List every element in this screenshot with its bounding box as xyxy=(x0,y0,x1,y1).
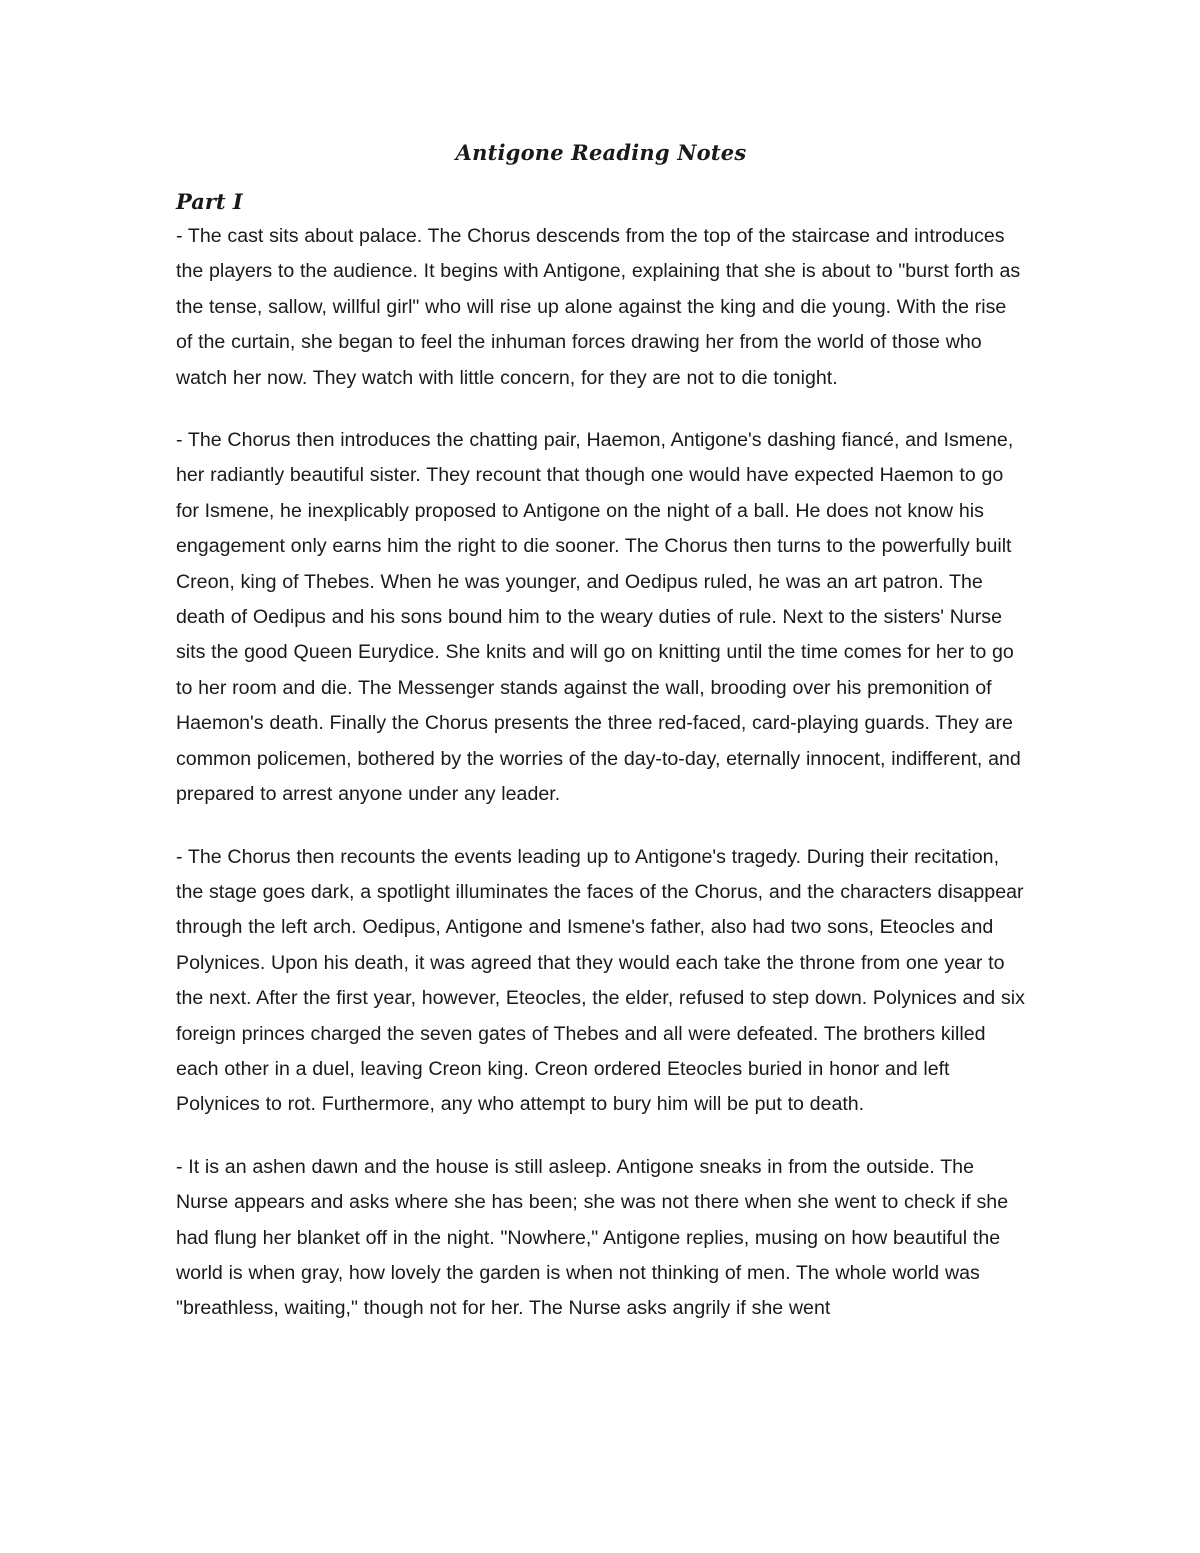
section-heading: Part I xyxy=(176,189,243,214)
paragraph-1: - The cast sits about palace. The Chorus descends from the top of the staircase and introduces the players to the audience. It begins with Antigone, explaining that she is about to "burst forth as the tense, sallow, willful girl" who will rise up alone against the king and die young. With the rise of the curtain, she began to feel the inhuman forces drawing her from the world of those who watch her now. They watch with little concern, for they are not to die tonight. xyxy=(176,225,1021,389)
paragraph-2: - The Chorus then introduces the chatting pair, Haemon, Antigone's dashing fiancé, and Ismene, her radiantly beautiful sister. They recount that though one would have expected Haemon to go for Ismene, he inexplicably proposed to Antigone on the night of a ball. He does not know his engagement only earns him the right to die sooner. The Chorus then turns to the powerfully built Creon, king of Thebes. When he was younger, and Oedipus ruled, he was an art patron. The death of Oedipus and his sons bound him to the weary duties of rule. Next to the sisters' Nurse sits the good Queen Eurydice. She knits and will go on knitting until the time comes for her to go to her room and die. The Messenger stands against the wall, brooding over his premonition of Haemon's death. Finally the Chorus presents the three red-faced, card-playing guards. They are common policemen, bothered by the worries of the day-to-day, eternally innocent, indifferent, and prepared to arrest anyone under any leader. xyxy=(176,429,1021,806)
paragraph-3: - The Chorus then recounts the events leading up to Antigone's tragedy. During their recitation, the stage goes dark, a spotlight illuminates the faces of the Chorus, and the characters disappear through the left arch. Oedipus, Antigone and Ismene's father, also had two sons, Eteocles and Polynices. Upon his death, it was agreed that they would each take the throne from one year to the next. After the first year, however, Eteocles, the elder, refused to step down. Polynices and six foreign princes charged the seven gates of Thebes and all were defeated. The brothers killed each other in a duel, leaving Creon king. Creon ordered Eteocles buried in honor and left Polynices to rot. Furthermore, any who attempt to bury him will be put to death. xyxy=(176,845,1025,1116)
paragraph-4: - It is an ashen dawn and the house is still asleep. Antigone sneaks in from the outside. The Nurse appears and asks where she has been; she was not there when she went to check if she had flung her blanket off in the night. "Nowhere," Antigone replies, musing on how beautiful the world is when gray, how lovely the garden is when not thinking of men. The whole world was "breathless, waiting," though not for her. The Nurse asks angrily if she went xyxy=(176,1155,1009,1320)
document-page xyxy=(176,140,1026,1354)
document-title: Antigone Reading Notes xyxy=(455,140,747,165)
